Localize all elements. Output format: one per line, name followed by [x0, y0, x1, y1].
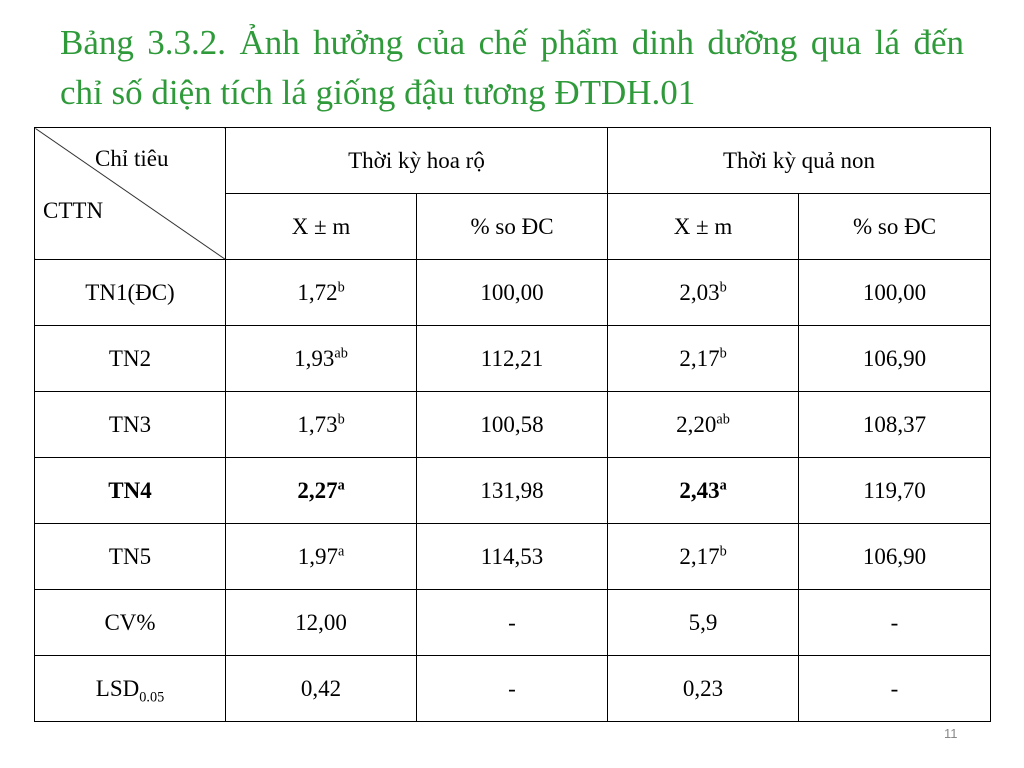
row-label: CV% — [35, 590, 226, 656]
percent-cell: - — [799, 656, 991, 722]
period-young-pod-header: Thời kỳ quả non — [608, 128, 991, 194]
percent-cell: 108,37 — [799, 392, 991, 458]
lsd-row — [35, 656, 991, 722]
percent-cell: 106,90 — [799, 524, 991, 590]
value-cell: 2,27$^a$ — [226, 458, 417, 524]
value-cell: 2,03$^b$ — [608, 260, 799, 326]
percent-cell: 100,58 — [417, 392, 608, 458]
value-cell: 2,17$^b$ — [608, 524, 799, 590]
value-cell: 12,00 — [226, 590, 417, 656]
row-label: TN1(ĐC) — [35, 260, 226, 326]
slide-title: Bảng 3.3.2. Ảnh hưởng của chế phẩm dinh dưỡng qua lá đến chỉ số diện tích lá giống đậu tương ĐTDH.01 — [60, 23, 964, 112]
value-cell: 1,73$^b$ — [226, 392, 417, 458]
percent-cell: - — [417, 656, 608, 722]
subheader-cell: X ± m — [608, 194, 799, 260]
value-cell: 2,43$^a$ — [608, 458, 799, 524]
row-label: TN2 — [35, 326, 226, 392]
table-row — [35, 260, 991, 326]
leaf-area-index-table — [34, 127, 991, 722]
value-cell: 2,17$^b$ — [608, 326, 799, 392]
row-label: TN5 — [35, 524, 226, 590]
corner-header-cell — [35, 128, 226, 260]
subheader-cell: % so ĐC — [799, 194, 991, 260]
value-cell: 0,23 — [608, 656, 799, 722]
subheader-cell: X ± m — [226, 194, 417, 260]
subheader-cell: % so ĐC — [417, 194, 608, 260]
percent-cell: 119,70 — [799, 458, 991, 524]
row-label: TN4 — [35, 458, 226, 524]
table-row — [35, 524, 991, 590]
value-cell: 2,20$^{ab}$ — [608, 392, 799, 458]
percent-cell: 100,00 — [799, 260, 991, 326]
percent-cell: 106,90 — [799, 326, 991, 392]
value-cell: 1,72$^b$ — [226, 260, 417, 326]
table-row — [35, 326, 991, 392]
percent-cell: 112,21 — [417, 326, 608, 392]
percent-cell: 100,00 — [417, 260, 608, 326]
percent-cell: 131,98 — [417, 458, 608, 524]
cv-row — [35, 590, 991, 656]
row-label: $LSD_{0.05}$ — [35, 656, 226, 722]
corner-treatment-label: CTTN — [43, 198, 104, 223]
value-cell: 1,97$^a$ — [226, 524, 417, 590]
row-label: TN3 — [35, 392, 226, 458]
page-number: 11 — [944, 726, 958, 741]
percent-cell: - — [799, 590, 991, 656]
value-cell: 5,9 — [608, 590, 799, 656]
header-row-1 — [35, 128, 991, 194]
period-flowering-header: Thời kỳ hoa rộ — [226, 128, 608, 194]
value-cell: 0,42 — [226, 656, 417, 722]
table-row-highlight — [35, 458, 991, 524]
percent-cell: - — [417, 590, 608, 656]
table-row — [35, 392, 991, 458]
value-cell: 1,93$^{ab}$ — [226, 326, 417, 392]
percent-cell: 114,53 — [417, 524, 608, 590]
corner-criteria-label: Chỉ tiêu — [95, 146, 169, 171]
